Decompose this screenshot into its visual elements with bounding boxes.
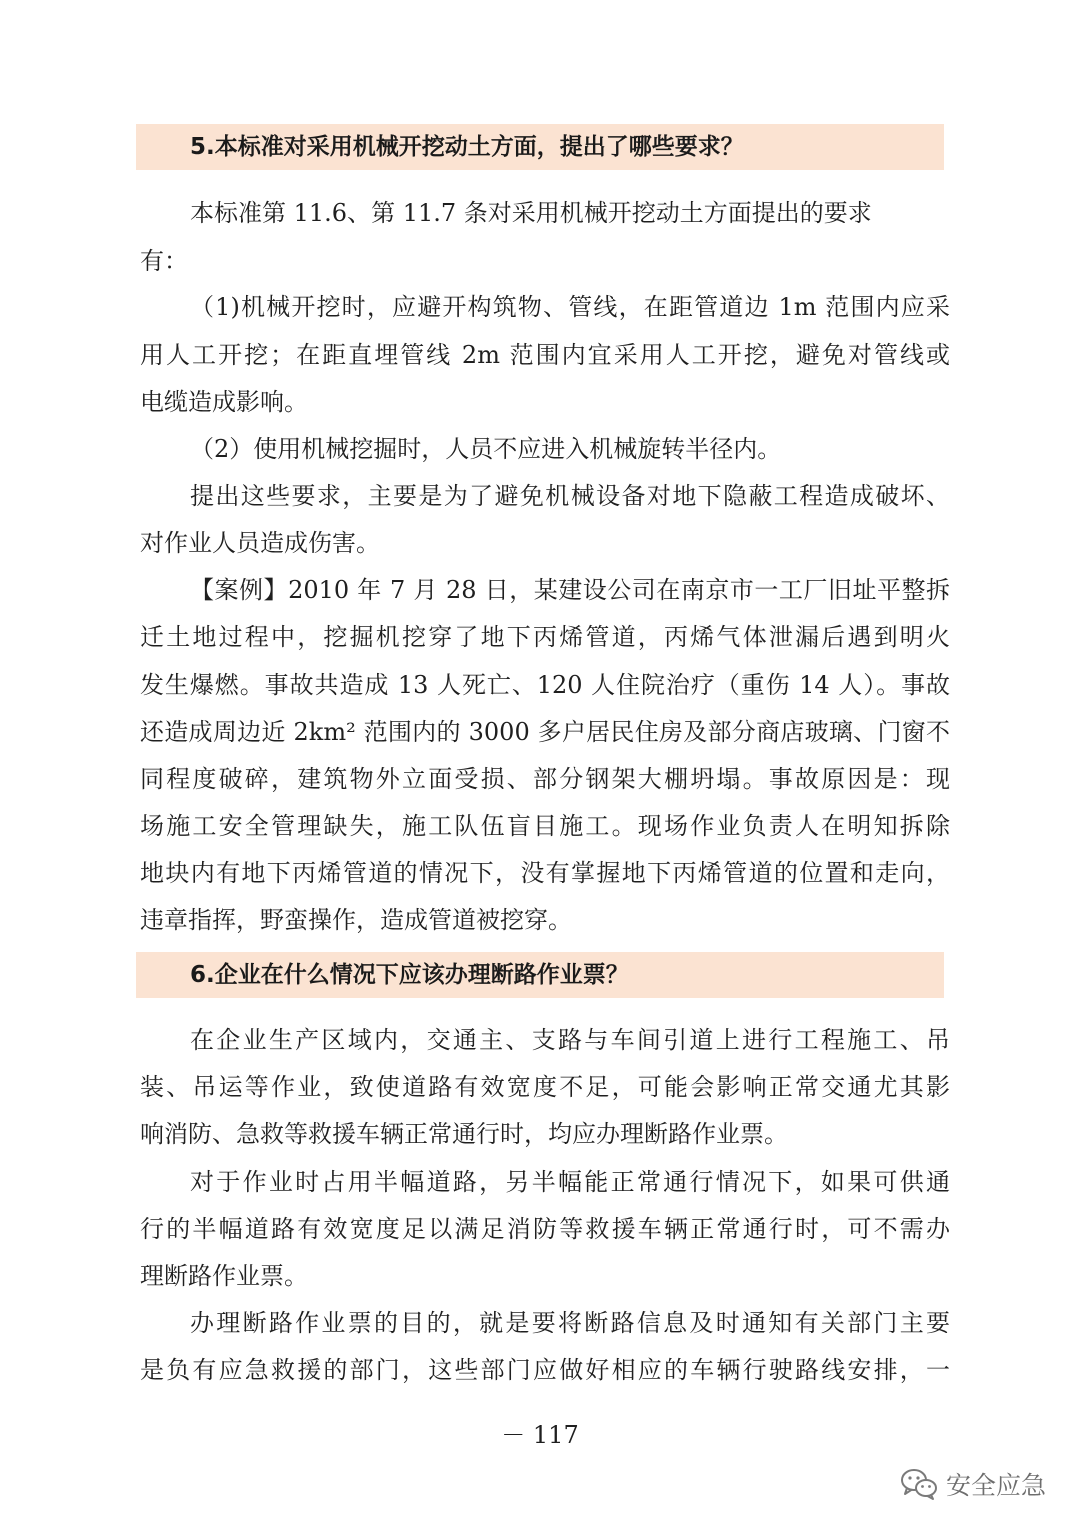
section-6-line-2: 装、吊运等作业，致使道路有效宽度不足，可能会影响正常交通尤其影: [140, 1073, 950, 1101]
section-5-line-5: 电缆造成影响。: [140, 388, 308, 416]
section-6-line-8: 是负有应急救援的部门，这些部门应做好相应的车辆行驶路线安排，一: [140, 1356, 950, 1384]
section-5-line-9: 【案例】2010 年 7 月 28 日，某建设公司在南京市一工厂旧址平整拆: [190, 576, 950, 604]
section-6-line-7: 办理断路作业票的目的，就是要将断路信息及时通知有关部门主要: [190, 1309, 950, 1337]
section-5-line-14: 场施工安全管理缺失，施工队伍盲目施工。现场作业负责人在明知拆除: [140, 812, 950, 840]
section-5-heading: 5.本标准对采用机械开挖动土方面，提出了哪些要求？: [190, 134, 744, 160]
section-5-line-10: 迁土地过程中，挖掘机挖穿了地下丙烯管道，丙烯气体泄漏后遇到明火: [140, 623, 950, 651]
page-number: － 117: [501, 1421, 579, 1449]
section-5-line-4: 用人工开挖；在距直埋管线 2m 范围内宜采用人工开挖，避免对管线或: [140, 341, 950, 369]
section-5-line-1: 本标准第 11.6、第 11.7 条对采用机械开挖动土方面提出的要求: [190, 199, 872, 227]
section-6-line-6: 理断路作业票。: [140, 1262, 308, 1290]
section-5-heading-band: [136, 124, 944, 170]
section-5-line-3: （1)机械开挖时，应避开构筑物、管线，在距管道边 1m 范围内应采: [190, 293, 950, 321]
section-5-line-15: 地块内有地下丙烯管道的情况下，没有掌握地下丙烯管道的位置和走向，: [140, 859, 950, 887]
wechat-icon: [900, 1467, 938, 1501]
section-6-heading: 6.企业在什么情况下应该办理断路作业票？: [190, 962, 629, 988]
section-5-line-6: （2）使用机械挖掘时，人员不应进入机械旋转半径内。: [190, 435, 782, 463]
section-6-line-5: 行的半幅道路有效宽度足以满足消防等救援车辆正常通行时，可不需办: [140, 1215, 950, 1243]
section-5-line-16: 违章指挥，野蛮操作，造成管道被挖穿。: [140, 906, 572, 934]
section-5-line-11: 发生爆燃。事故共造成 13 人死亡、120 人住院治疗（重伤 14 人）。事故: [140, 671, 950, 699]
section-5-line-13: 同程度破碎，建筑物外立面受损、部分钢架大棚坍塌。事故原因是：现: [140, 765, 950, 793]
section-5-line-7: 提出这些要求，主要是为了避免机械设备对地下隐蔽工程造成破坏、: [190, 482, 950, 510]
section-6-line-4: 对于作业时占用半幅道路，另半幅能正常通行情况下，如果可供通: [190, 1168, 950, 1196]
section-5-line-2: 有：: [140, 247, 188, 275]
section-6-line-1: 在企业生产区域内，交通主、支路与车间引道上进行工程施工、吊: [190, 1026, 950, 1054]
watermark: [900, 1462, 1046, 1506]
section-6-heading-band: [136, 952, 944, 998]
section-6-line-3: 响消防、急救等救援车辆正常通行时，均应办理断路作业票。: [140, 1120, 788, 1148]
section-5-line-12: 还造成周边近 2km² 范围内的 3000 多户居民住房及部分商店玻璃、门窗不: [140, 718, 950, 746]
watermark-text: 安全应急: [945, 1471, 1046, 1500]
section-5-line-8: 对作业人员造成伤害。: [140, 529, 380, 557]
